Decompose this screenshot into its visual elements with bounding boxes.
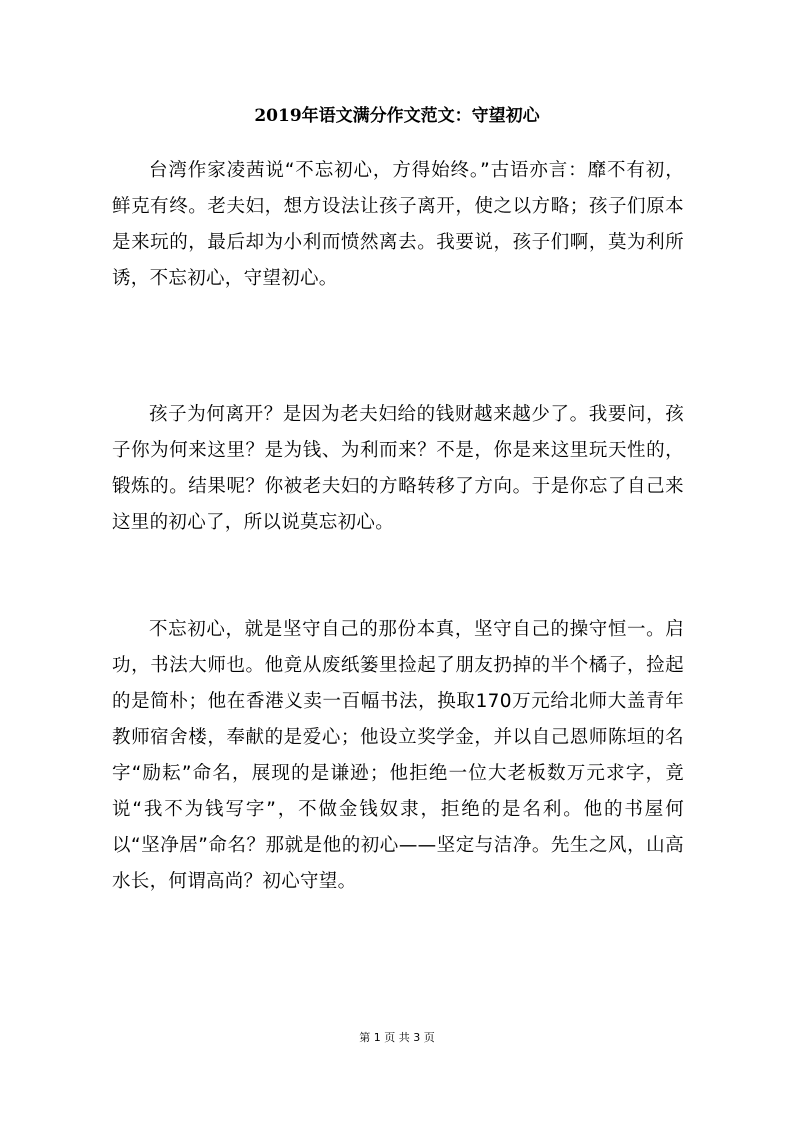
paragraph-2: 孩子为何离开？是因为老夫妇给的钱财越来越少了。我要问，孩子你为何来这里？是为钱、为利而来？不是，你是来这里玩天性的，锻炼的。结果呢？你被老夫妇的方略转移了方向。于是你忘了自己来这里的初心了，所以说莫忘初心。	[112, 404, 684, 533]
page-footer: 第 1 页 共 3 页	[359, 1031, 435, 1044]
document-title: 2019年语文满分作文范文：守望初心	[254, 106, 540, 126]
paragraph-3: 不忘初心，就是坚守自己的那份本真，坚守自己的操守恒一。启功，书法大师也。他竟从废纸篓里捡起了朋友扔掉的半个橘子，捡起的是简朴；他在香港义卖一百幅书法，换取170万元给北师大盖青年教师宿舍楼，奉献的是爱心；他设立奖学金，并以自己恩师陈垣的名字“励耘”命名，展现的是谦逊；他拒绝一位大老板数万元求字，竟说“我不为钱写字”，不做金钱奴隶，拒绝的是名利。他的书屋何以“坚净居”命名？那就是他的初心——坚定与洁净。先生之风，山高水长，何谓高尚？初心守望。	[112, 619, 684, 892]
paragraph-1: 台湾作家凌茜说“不忘初心，方得始终。”古语亦言：靡不有初，鲜克有终。老夫妇，想方设法让孩子离开，使之以方略；孩子们原本是来玩的，最后却为小利而愤然离去。我要说，孩子们啊，莫为利所诱，不忘初心，守望初心。	[112, 160, 684, 289]
